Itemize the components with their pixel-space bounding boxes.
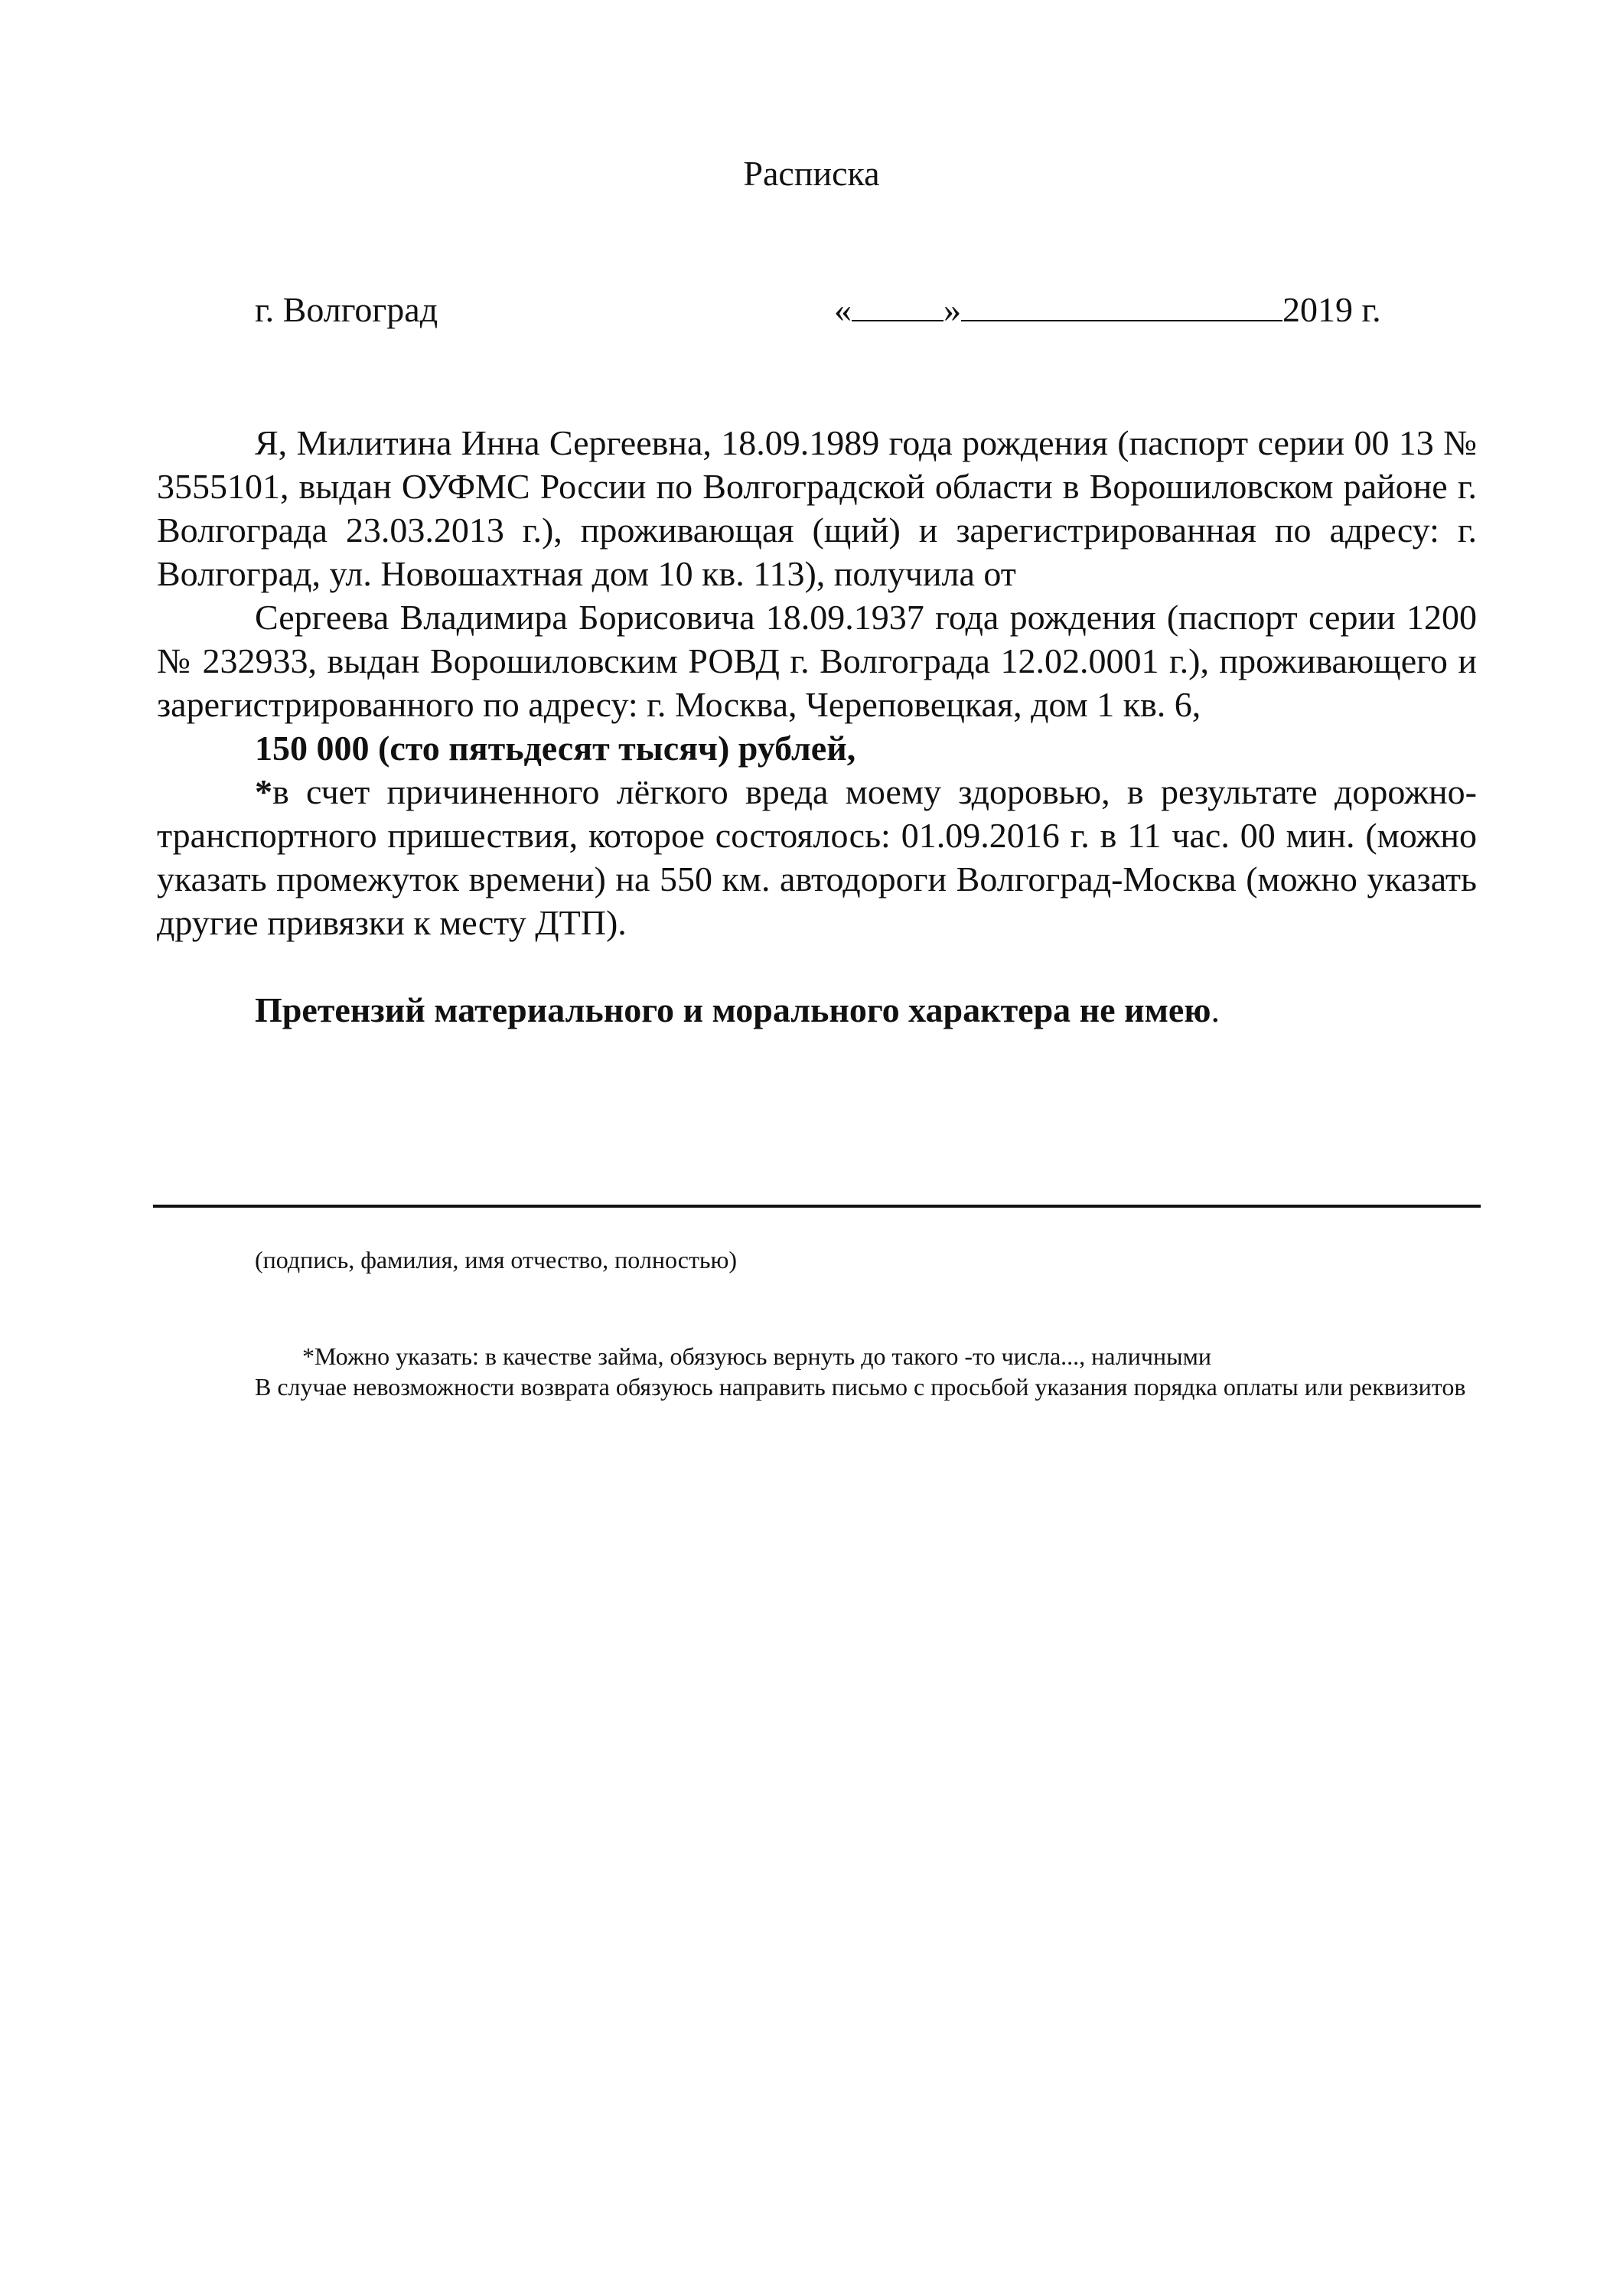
- claims-period: .: [1211, 990, 1221, 1029]
- footnote-line-2: В случае невозможности возврата обязуюсь направить письмо с просьбой указания порядка оплаты или реквизитов: [255, 1373, 1466, 1401]
- footnote: [255, 1341, 1494, 1402]
- document-title: Расписка: [743, 154, 880, 193]
- city-label: г. Волгоград: [255, 290, 438, 329]
- blank-line: [157, 944, 1477, 988]
- day-blank: [852, 289, 943, 321]
- claims-paragraph: [157, 988, 1477, 1032]
- date-close-quote: »: [943, 290, 961, 329]
- giver-paragraph: Сергеева Владимира Борисовича 18.09.1937 года рождения (паспорт серии 1200 № 232933, выдан Ворошиловским РОВД г. Волгограда 12.02.0001 г.), проживающего и зарегистрированного по адресу: г. Москва, Череповецкая, дом 1 кв. 6,: [157, 598, 1477, 724]
- receiver-paragraph: Я, Милитина Инна Сергеевна, 18.09.1989 года рождения (паспорт серии 00 13 № 3555101, выдан ОУФМС России по Волгоградской области в Ворошиловском районе г. Волгограда 23.03.2013 г.), проживающая (щий) и зарегистрированная по адресу: г. Волгоград, ул. Новошахтная дом 10 кв. 113), получила от: [157, 423, 1477, 593]
- signature-line: [153, 1205, 1481, 1208]
- reason-text: в счет причиненного лёгкого вреда моему здоровью, в результате дорожно-транспортного пришествия, которое состоялось: 01.09.2016 г. в 11 час. 00 мин. (можно указать промежуток времени) на 550 км. автодороги Волгоград-Москва (можно указать другие привязки к месту ДТП).: [157, 772, 1477, 942]
- amount-paragraph: 150 000 (сто пятьдесят тысяч) рублей,: [255, 729, 856, 768]
- date-year: 2019 г.: [1282, 290, 1381, 329]
- signature-caption: (подпись, фамилия, имя отчество, полностью): [255, 1246, 738, 1274]
- date-open-quote: «: [834, 290, 852, 329]
- claims-text: Претензий материального и морального характера не имею: [255, 990, 1211, 1029]
- footnote-asterisk: *: [255, 772, 272, 811]
- receipt-body: [157, 421, 1477, 1032]
- month-blank: [961, 289, 1282, 321]
- reason-paragraph: [157, 770, 1477, 944]
- date-field: [834, 289, 1381, 330]
- footnote-line-1: *Можно указать: в качестве займа, обязуюсь вернуть до такого -то числа..., наличными: [302, 1342, 1211, 1370]
